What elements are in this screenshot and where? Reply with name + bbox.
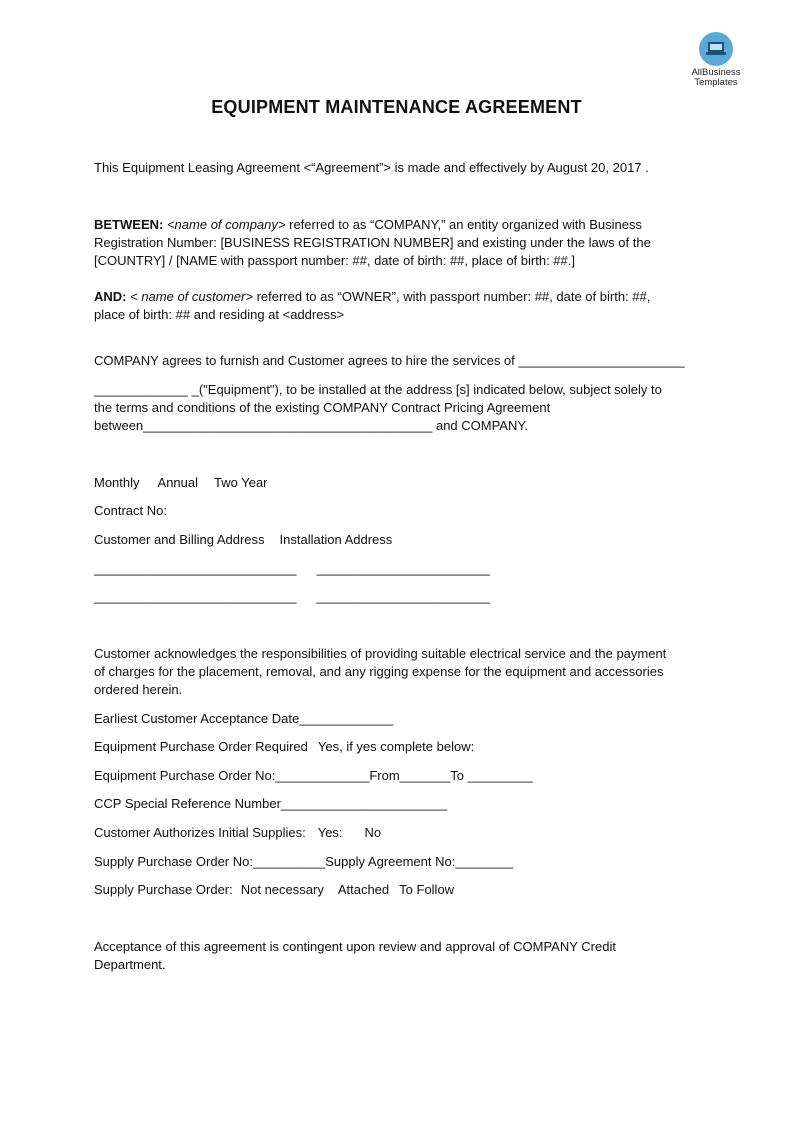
document-title: EQUIPMENT MAINTENANCE AGREEMENT — [211, 97, 582, 117]
ccp-reference-field: CCP Special Reference Number_______________________ — [94, 796, 448, 811]
opt-attached: Attached — [337, 882, 390, 897]
intro-paragraph: This Equipment Leasing Agreement <“Agreement”> is made and effectively by August 20, 2017 . — [94, 160, 649, 175]
logo-line2: Templates — [694, 77, 738, 88]
po-required-option: Yes, if yes complete below: — [317, 739, 475, 754]
between-line1 — [94, 216, 694, 234]
acknowledge-line3: ordered herein. — [94, 682, 183, 697]
between-line2: Registration Number: [BUSINESS REGISTRATION NUMBER] and existing under the laws of the — [94, 235, 651, 250]
contract-no-label: Contract No: — [94, 503, 167, 518]
term-monthly: Monthly — [94, 475, 140, 490]
installation-address-label: Installation Address — [279, 532, 393, 547]
agrees-line2: _____________ _("Equipment"), to be installed at the address [s] indicated below, subject solely to — [94, 382, 662, 397]
agrees-line3: the terms and conditions of the existing COMPANY Contract Pricing Agreement — [94, 400, 551, 415]
term-two-year: Two Year — [214, 475, 268, 490]
address-line-row-2 — [94, 588, 694, 606]
initial-supplies-row — [94, 824, 694, 842]
supply-order-label: Supply Purchase Order: — [94, 882, 233, 897]
between-label: BETWEEN: — [94, 217, 164, 232]
po-required-row — [94, 738, 694, 756]
po-required-label: Equipment Purchase Order Required — [94, 739, 308, 754]
between-text: referred to as “COMPANY,” an entity organized with Business — [285, 217, 642, 232]
logo-line1: AllBusiness — [691, 67, 741, 78]
billing-address-line-2: ____________________________ — [94, 589, 297, 604]
and-label: AND: — [94, 289, 127, 304]
supplies-no-option: No — [364, 825, 382, 840]
agrees-line4: between________________________________________ and COMPANY. — [94, 418, 528, 433]
term-annual: Annual — [157, 475, 199, 490]
installation-address-line-1: ________________________ — [316, 561, 490, 576]
and-text: referred to as “OWNER”, with passport number: ##, date of birth: ##, — [252, 289, 651, 304]
acceptance-line1: Acceptance of this agreement is contingent upon review and approval of COMPANY Credit — [94, 939, 616, 954]
address-headers — [94, 531, 694, 549]
supplies-yes-option: Yes: — [317, 825, 343, 840]
acceptance-line2: Department. — [94, 957, 166, 972]
opt-to-follow: To Follow — [399, 882, 455, 897]
billing-address-label: Customer and Billing Address — [94, 532, 265, 547]
initial-supplies-label: Customer Authorizes Initial Supplies: — [94, 825, 306, 840]
laptop-icon — [699, 32, 733, 66]
po-number-field: Equipment Purchase Order No:_____________From_______To _________ — [94, 768, 533, 783]
and-line2: place of birth: ## and residing at <address> — [94, 307, 345, 322]
allbusiness-templates-logo — [686, 32, 746, 88]
acknowledge-line1: Customer acknowledges the responsibilities of providing suitable electrical service and the payment — [94, 646, 667, 661]
between-line3: [COUNTRY] / [NAME with passport number: ##, date of birth: ##, place of birth: ##.] — [94, 253, 575, 268]
installation-address-line-2: ________________________ — [316, 589, 490, 604]
company-name-placeholder: <name of company> — [166, 217, 286, 232]
term-options — [94, 474, 694, 492]
supply-po-field: Supply Purchase Order No:__________Supply Agreement No:________ — [94, 854, 514, 869]
address-line-row-1 — [94, 560, 694, 578]
earliest-acceptance-date-field: Earliest Customer Acceptance Date_____________ — [94, 711, 394, 726]
billing-address-line-1: ____________________________ — [94, 561, 297, 576]
opt-not-necessary: Not necessary — [240, 882, 324, 897]
agrees-line1: COMPANY agrees to furnish and Customer agrees to hire the services of _______________________ — [94, 353, 685, 368]
acknowledge-line2: of charges for the placement, removal, and any rigging expense for the equipment and accessories — [94, 664, 664, 679]
customer-name-placeholder: < name of customer> — [126, 289, 253, 304]
and-line1 — [94, 288, 694, 306]
supply-order-row — [94, 881, 694, 899]
